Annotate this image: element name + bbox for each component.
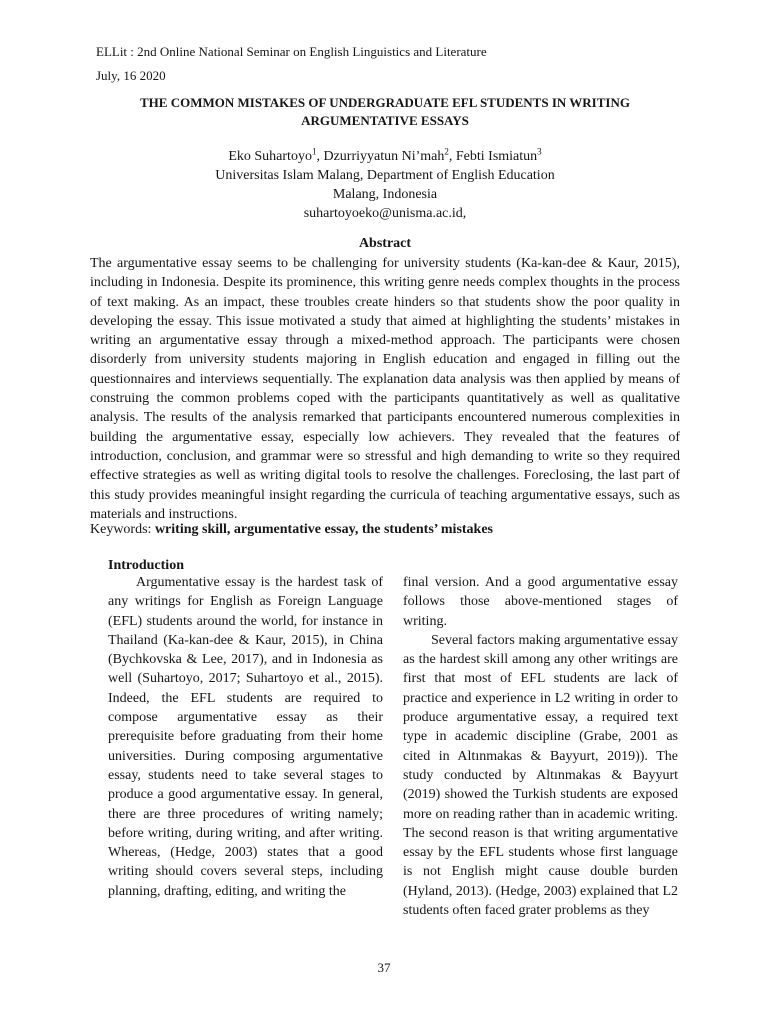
keywords-value: writing skill, argumentative essay, the students’ mistakes (154, 522, 494, 537)
left-column (108, 573, 383, 901)
intro-paragraph: Argumentative essay is the hardest task of any writings for English as Foreign Language (EFL) students around the world, for instance in Thailand (Ka-kan-dee & Kaur, 2015), in China (Bychkovska & Lee, 2017), and in Indonesia as well (Suhartoyo, 2017; Suhartoyo et al., 2015). Indeed, the EFL students are required to compose argumentative essay as their prerequisite before graduating from their home universities. During composing argumentative essay, students need to take several stages to produce a good argumentative essay. In general, there are three procedures of writing namely; before writing, during writing, and after writing. Whereas, (Hedge, 2003) states that a good writing should covers several steps, including planning, drafting, editing, and writing the (108, 575, 383, 899)
intro-paragraph: Several factors making argumentative essay as the hardest skill among any other writings are first that most of EFL students are lack of practice and experience in L2 writing in order to produce argumentative essay, a required text type in academic discipline (Grabe, 2001 as cited in Altınmakas & Bayyurt, 2019)). The study conducted by Altınmakas & Bayyurt (2019) showed the Turkish students are exposed more on reading rather than in academic writing. The second reason is that writing argumentative essay by the EFL students whose first language is not English might cause double burden (Hyland, 2013). (Hedge, 2003) explained that L2 students often faced grater problems as they (403, 632, 678, 919)
page-number: 37 (377, 960, 391, 975)
abstract-heading: Abstract (358, 236, 412, 251)
paper-title (90, 94, 680, 130)
keywords-label: Keywords: (90, 522, 155, 537)
author-email: suhartoyoeko@unisma.ac.id, (303, 206, 467, 221)
title-line-1: THE COMMON MISTAKES OF UNDERGRADUATE EFL STUDENTS IN WRITING (140, 95, 630, 110)
abstract-text: The argumentative essay seems to be challenging for university students (Ka-kan-dee & Kaur, 2015), including in Indonesia. Despite its prominence, this writing genre needs complex thoughts in the process of text making. As an impact, these troubles create hinders so that students show the poor quality in developing the essay. This issue motivated a study that aimed at highlighting the students’ mistakes in writing an argumentative essay through a mixed-method approach. The participants were chosen disorderly from university students majoring in English education and engaged in filling out the questionnaires and interviews sequentially. The explanation data analysis was then applied by means of construing the common problems coped with the participants quantitatively as well as qualitative analysis. The results of the analysis remarked that participants encountered numerous complexities in building the argumentative essay, especially low achievers. They revealed that the features of introduction, conclusion, and grammar were so stressful and high demanding to write so they required effective strategies as well as writing digital tools to resolve the challenges. Foreclosing, the last part of this study provides meaningful insight regarding the curricula of teaching argumentative essays, such as materials and instructions. (90, 256, 680, 522)
introduction-heading: Introduction (108, 558, 184, 573)
title-line-2: ARGUMENTATIVE ESSAYS (301, 113, 469, 128)
author-affiliation-mark: 1 (311, 146, 317, 157)
author-name: Eko Suhartoyo (228, 149, 312, 164)
author-name: Febti Ismiatun (455, 149, 538, 164)
author-name: Dzurriyyatun Ni’mah (323, 149, 445, 164)
author-separator: , (316, 149, 324, 164)
conference-date: July, 16 2020 (96, 68, 166, 83)
right-column (403, 573, 678, 920)
author-separator: , (448, 149, 456, 164)
intro-paragraph: final version. And a good argumentative essay follows those above-mentioned stages of writing. (403, 575, 678, 629)
author-affiliation-mark: 3 (537, 146, 542, 157)
keywords (90, 521, 493, 539)
author-affiliation-mark: 2 (444, 146, 449, 157)
affiliation: Universitas Islam Malang, Department of English Education (215, 168, 555, 183)
author-list (90, 147, 680, 166)
location: Malang, Indonesia (332, 187, 438, 202)
conference-header: ELLit : 2nd Online National Seminar on English Linguistics and Literature (96, 44, 487, 59)
author-block (90, 147, 680, 223)
